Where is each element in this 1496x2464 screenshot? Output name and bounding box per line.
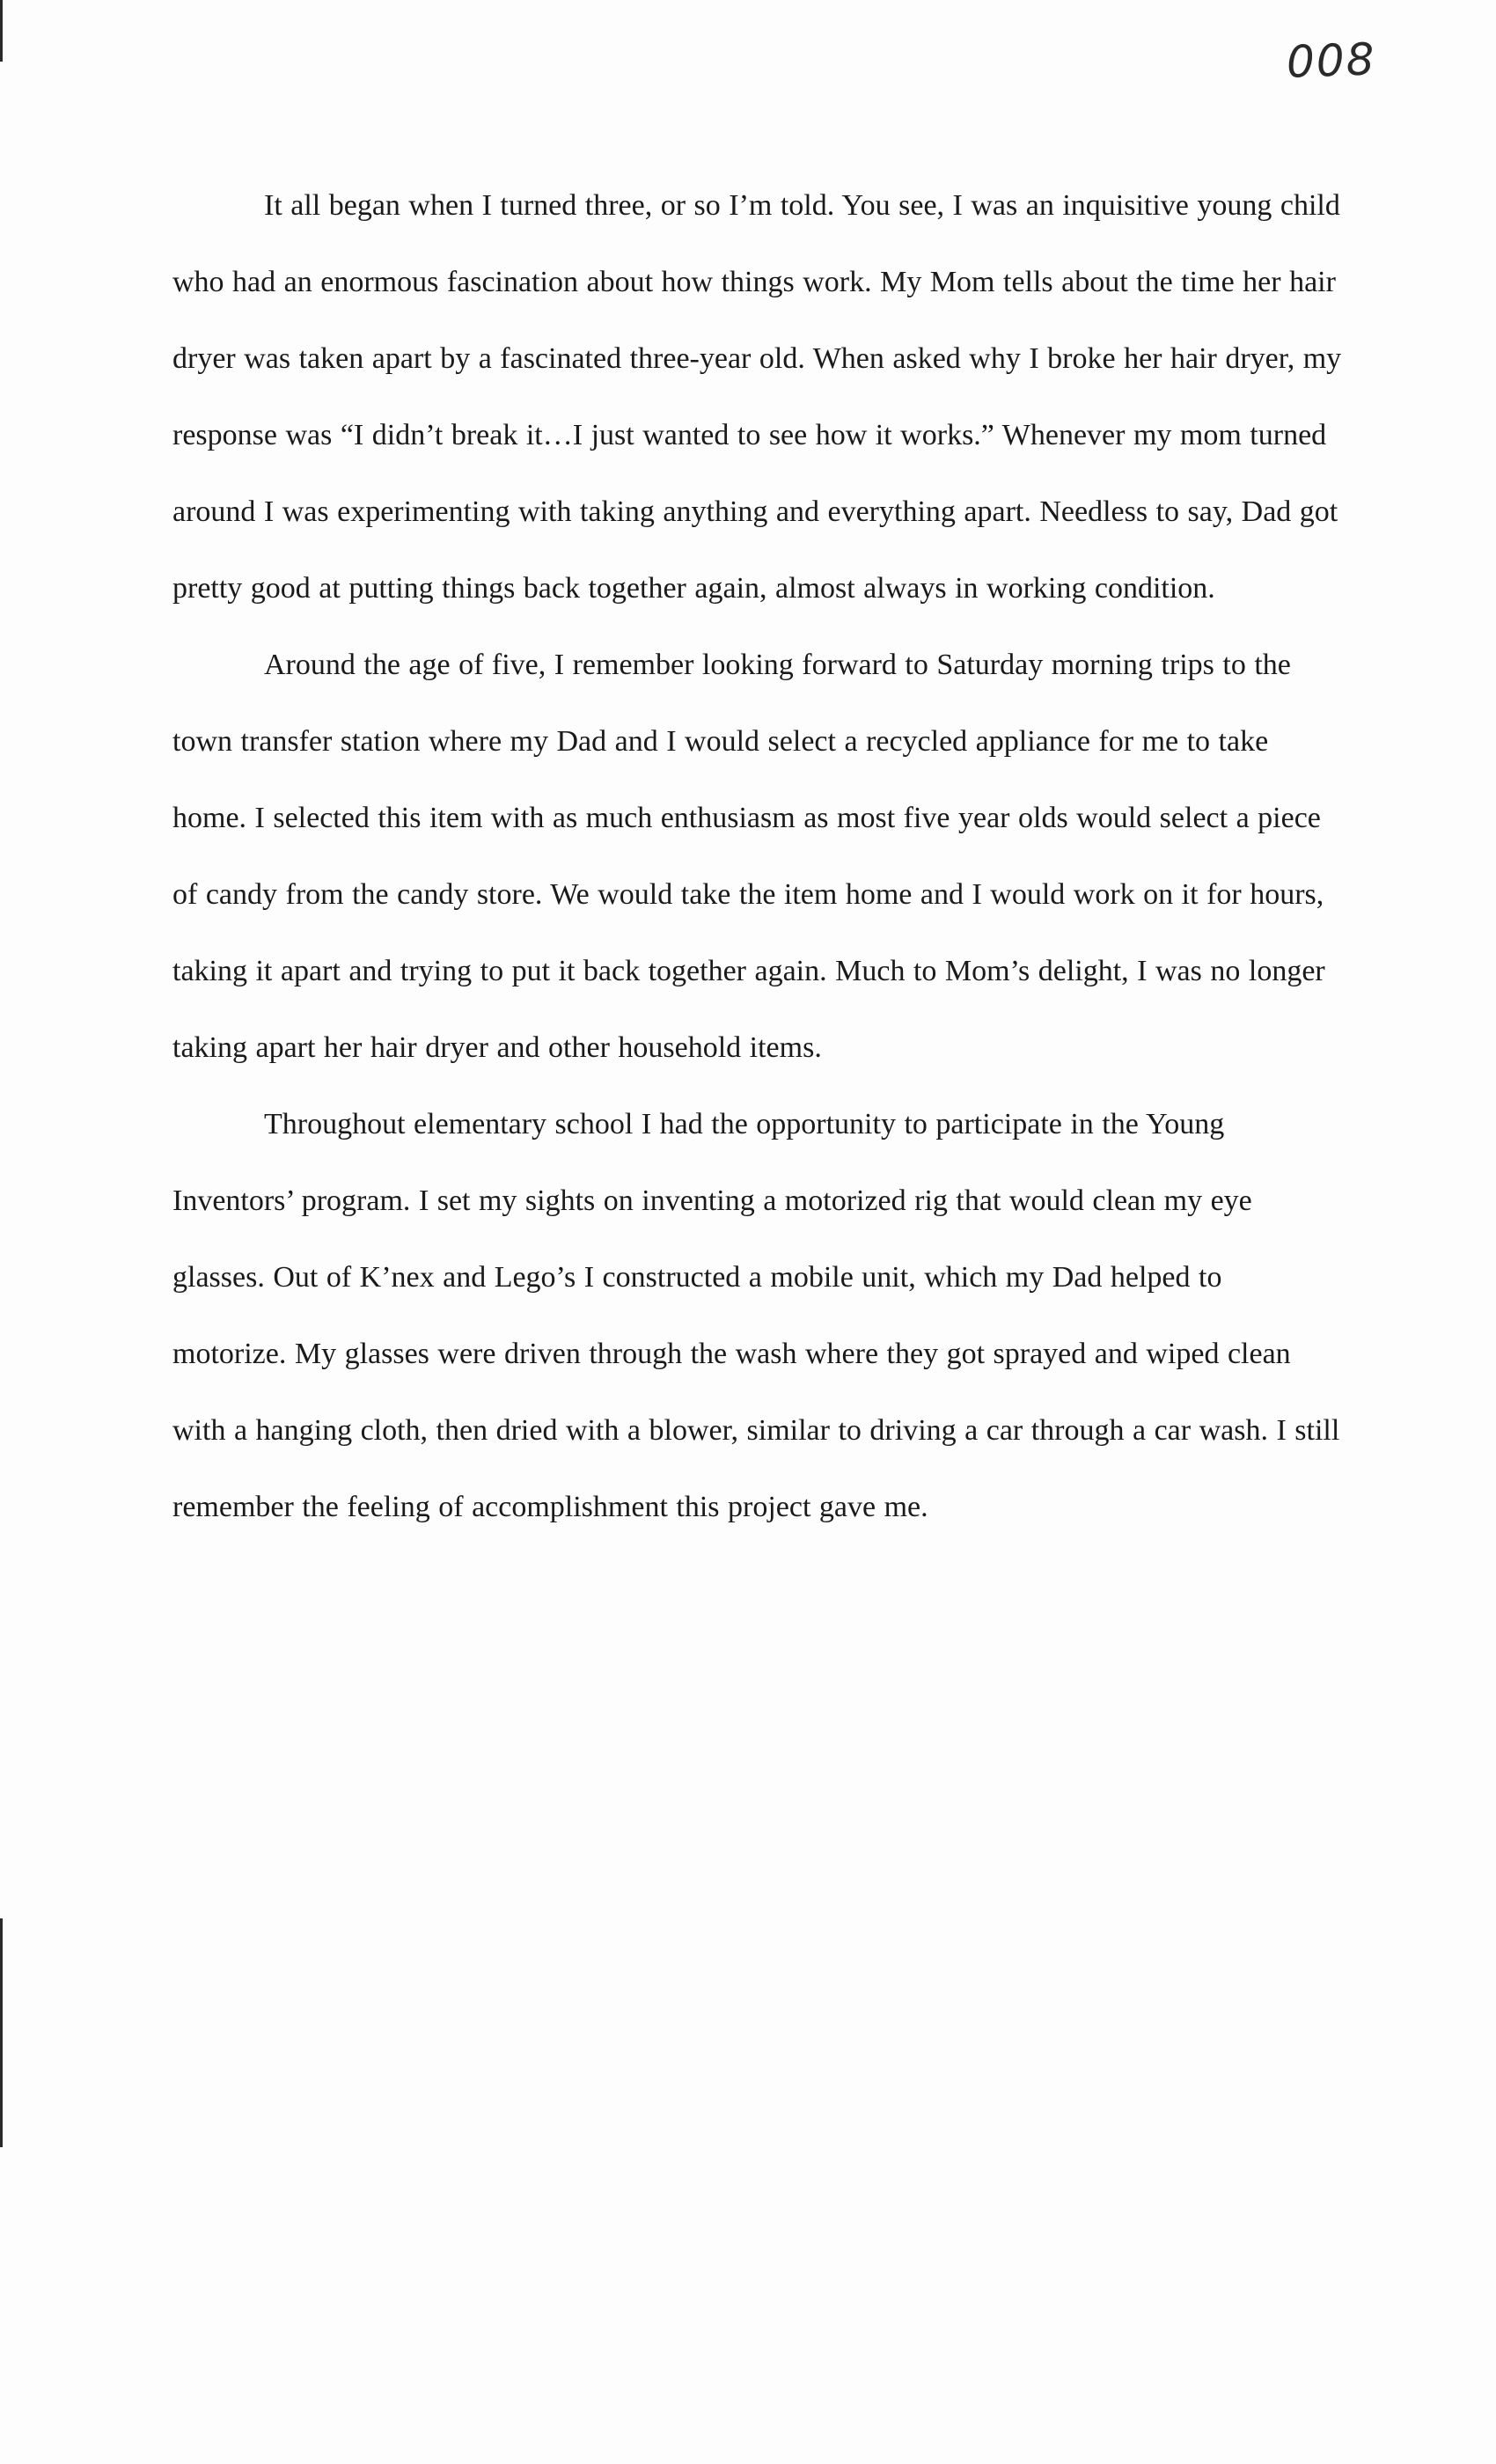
essay-body: [172, 167, 1343, 1545]
paragraph-1: It all began when I turned three, or so I’m told. You see, I was an inquisitive young child who had an enormous fascination about how things work. My Mom tells about the time her hair dryer was taken apart by a fascinated three-year old. When asked why I broke her hair dryer, my response was “I didn’t break it…I just wanted to see how it works.” Whenever my mom turned around I was experimenting with taking anything and everything apart. Needless to say, Dad got pretty good at putting things back together again, almost always in working condition.: [172, 189, 1342, 605]
paragraph-2: Around the age of five, I remember looking forward to Saturday morning trips to the town transfer station where my Dad and I would select a recycled appliance for me to take home. I selected this item with as much enthusiasm as most five year olds would select a piece of candy from the candy store. We would take the item home and I would work on it for hours, taking it apart and trying to put it back together again. Much to Mom’s delight, I was no longer taking apart her hair dryer and other household items.: [172, 649, 1325, 1064]
scan-edge-line: [0, 1918, 3, 2147]
scan-edge-line: [0, 0, 3, 62]
handwritten-page-number: 008: [1286, 33, 1377, 88]
paragraph-3: Throughout elementary school I had the opportunity to participate in the Young Inventors’ program. I set my sights on inventing a motorized rig that would clean my eye glasses. Out of K’nex and Lego’s I constructed a mobile unit, which my Dad helped to motorize. My glasses were driven through the wash where they got sprayed and wiped clean with a hanging cloth, then dried with a blower, similar to driving a car through a car wash. I still remember the feeling of accomplishment this project gave me.: [172, 1108, 1340, 1523]
